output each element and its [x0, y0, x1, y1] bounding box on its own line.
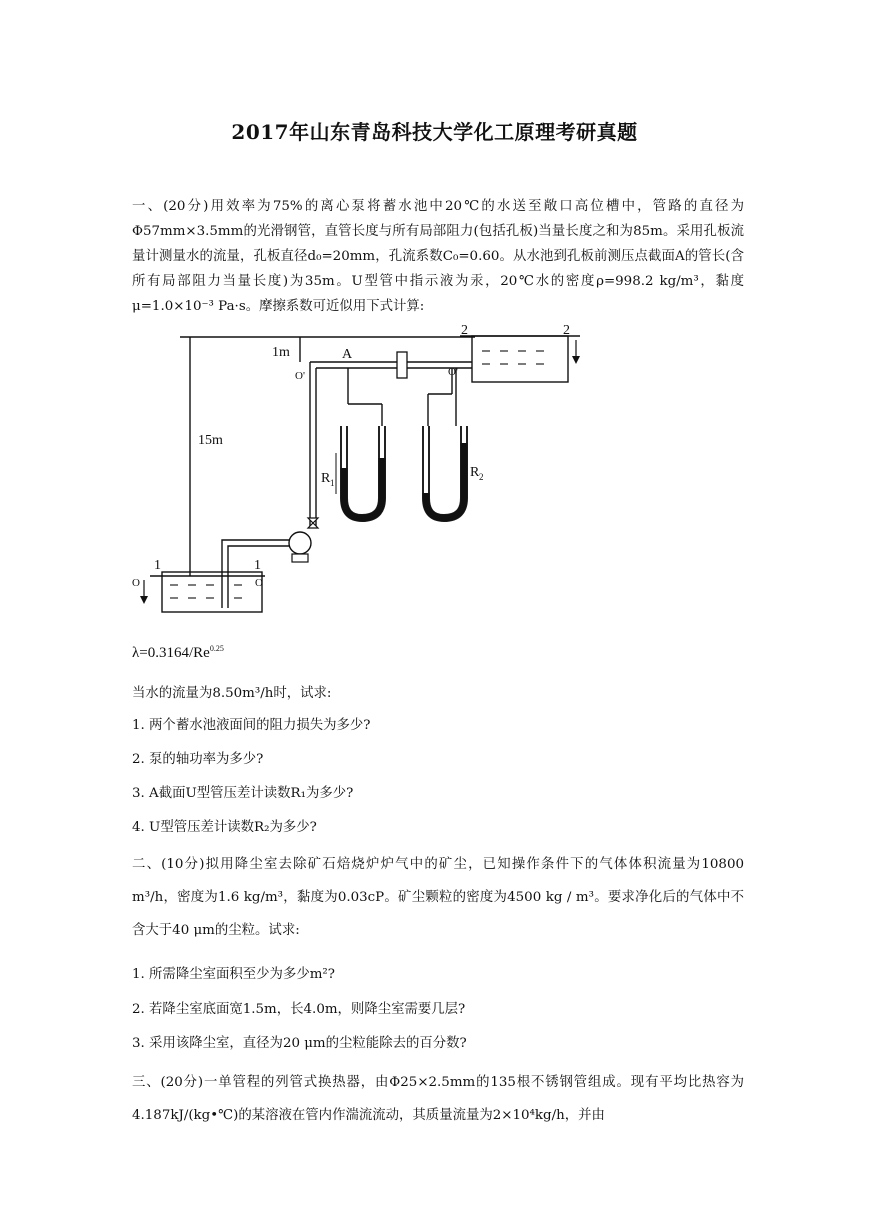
label-o-left: O: [132, 577, 140, 589]
q1-item-1: 1. 两个蓄水池液面间的阻力损失为多少?: [132, 718, 371, 733]
q1-item-2: 2. 泵的轴功率为多少?: [132, 752, 264, 767]
q2-item-1: 1. 所需降尘室面积至少为多少m²?: [132, 967, 335, 982]
svg-text:1: 1: [330, 478, 335, 488]
upper-tank: [472, 336, 568, 382]
lower-reservoir: [162, 572, 262, 612]
label-1-left: 1: [154, 558, 161, 573]
label-o-prime-left: O': [295, 370, 305, 382]
label-2-right: 2: [563, 323, 570, 338]
pump-icon: [289, 532, 311, 554]
label-2-left: 2: [461, 323, 468, 338]
question-1-text: 一、(20分)用效率为75%的离心泵将蓄水池中20℃的水送至敞口高位槽中，管路的直径为Φ57mm×3.5mm的光滑钢管，直管长度与所有局部阻力(包括孔板)当量长度之和为85m。采用孔板流量计测量水的流量，孔板直径d₀=20mm，孔流系数C₀=0.60。从水池到孔板前测压点截面A的管长(含所有局部阻力当量长度)为35m。U型管中指示液为汞，20℃水的密度ρ=998.2 kg/m³，黏度μ=1.0×10⁻³ Pa·s。摩擦系数可近似用下式计算:: [132, 199, 744, 314]
label-A: A: [342, 347, 353, 362]
q2-item-2: 2. 若降尘室底面宽1.5m，长4.0m，则降尘室需要几层?: [132, 1002, 466, 1017]
label-1m: 1m: [272, 345, 290, 360]
label-15m: 15m: [198, 433, 223, 448]
question-2-text: 二、(10分)拟用降尘室去除矿石焙烧炉炉气中的矿尘，已知操作条件下的气体体积流量为10800 m³/h，密度为1.6 kg/m³，黏度为0.03cP。矿尘颗粒的密度为4500 kg / m³。要求净化后的气体中不含大于40 μm的尘粒。试求:: [132, 857, 744, 938]
u-tube-1-mercury: [344, 458, 382, 518]
label-o-right: O: [255, 577, 263, 589]
label-1-right: 1: [254, 558, 261, 573]
label-r1: R: [321, 471, 331, 486]
label-r2: R: [470, 465, 480, 480]
q1-item-4: 4. U型管压差计读数R₂为多少?: [132, 820, 317, 835]
question-3-text: 三、(20分)一单管程的列管式换热器，由Φ25×2.5mm的135根不锈钢管组成。现有平均比热容为4.187kJ/(kg•℃)的某溶液在管内作湍流流动，其质量流量为2×10⁴kg/h，并由: [132, 1075, 744, 1123]
page-title: 2017年山东青岛科技大学化工原理考研真题: [231, 120, 638, 144]
pipe-system-diagram: [130, 318, 600, 613]
q2-item-3: 3. 采用该降尘室，直径为20 μm的尘粒能除去的百分数?: [132, 1036, 467, 1051]
label-o-prime-right: O': [448, 366, 458, 378]
q1-condition: 当水的流量为8.50m³/h时，试求:: [132, 686, 332, 701]
q1-item-3: 3. A截面U型管压差计读数R₁为多少?: [132, 786, 354, 801]
friction-formula: $\lambda=0.3164/Re^{0.25}$: [132, 644, 224, 661]
orifice-plate: [397, 352, 407, 378]
svg-text:2: 2: [479, 472, 484, 482]
